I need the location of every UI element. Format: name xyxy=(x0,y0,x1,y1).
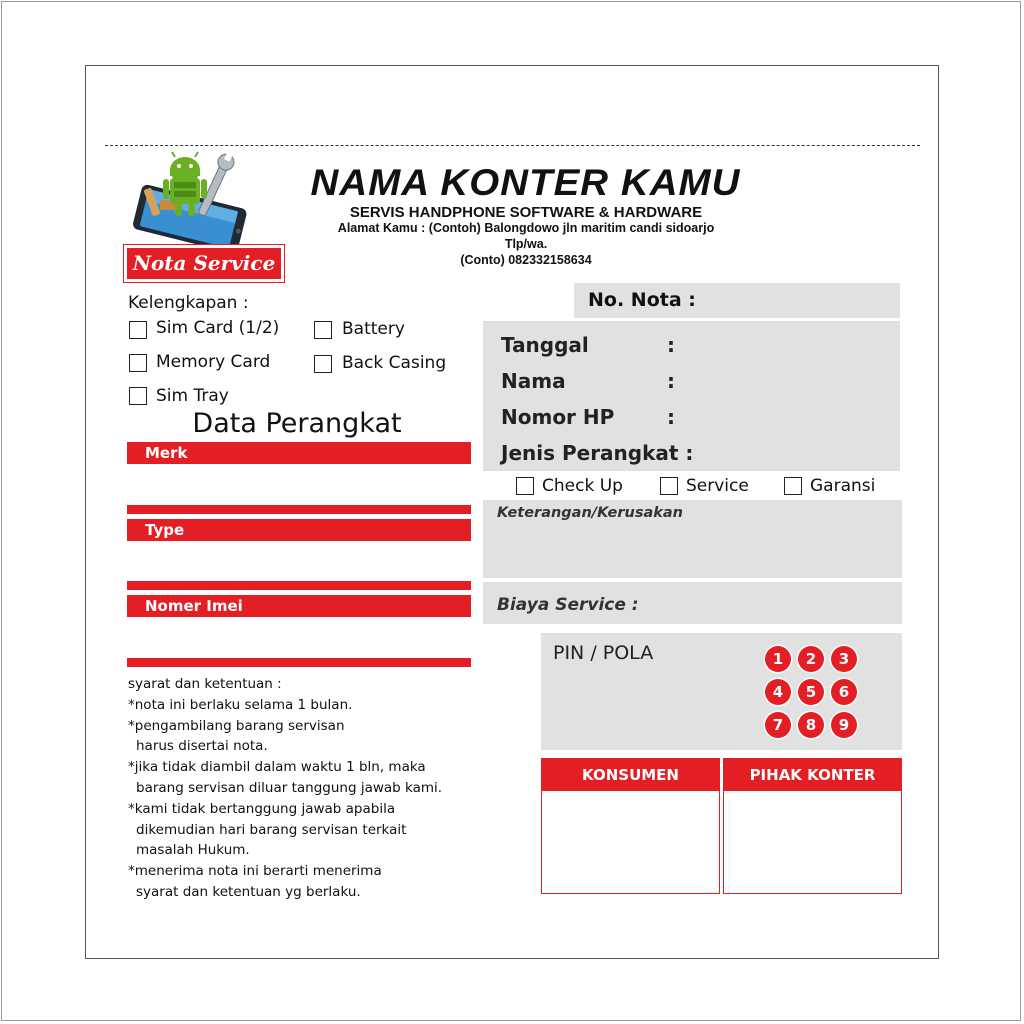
field-divider xyxy=(127,505,471,514)
checkbox-check-up[interactable] xyxy=(516,477,534,495)
pin-dot[interactable]: 7 xyxy=(765,712,791,738)
pin-dot[interactable]: 2 xyxy=(798,646,824,672)
shop-name: NAMA KONTER KAMU xyxy=(310,162,741,203)
terms-line: *nota ini berlaku selama 1 bulan. xyxy=(128,696,353,713)
keterangan-label: Keterangan/Kerusakan xyxy=(497,505,684,521)
checkbox-service[interactable] xyxy=(660,477,678,495)
label-nama: Nama xyxy=(501,369,566,393)
label-garansi: Garansi xyxy=(810,476,876,496)
label-nomor-hp: Nomor HP xyxy=(501,405,615,429)
terms-line: dikemudian hari barang servisan terkait xyxy=(136,821,407,838)
terms-line: masalah Hukum. xyxy=(136,842,250,859)
customer-info-box xyxy=(483,321,900,471)
shop-phone: (Conto) 082332158634 xyxy=(460,253,592,267)
checkbox-sim-card[interactable] xyxy=(129,321,147,339)
terms-line: syarat dan ketentuan yg berlaku. xyxy=(136,883,361,900)
keterangan-box[interactable] xyxy=(483,500,902,578)
pin-dot[interactable]: 6 xyxy=(831,679,857,705)
data-perangkat-title: Data Perangkat xyxy=(192,408,402,439)
terms-line: barang servisan diluar tanggung jawab kami. xyxy=(136,779,443,796)
label-back-casing: Back Casing xyxy=(342,353,447,373)
terms-line: *kami tidak bertanggung jawab apabila xyxy=(128,800,396,817)
terms-line: *menerima nota ini berarti menerima xyxy=(128,863,382,880)
label-check-up: Check Up xyxy=(542,476,623,496)
shop-tlp-label: Tlp/wa. xyxy=(504,237,548,251)
terms-line: *jika tidak diambil dalam waktu 1 bln, maka xyxy=(128,759,426,776)
label-battery: Battery xyxy=(342,319,405,339)
pin-dot[interactable]: 3 xyxy=(831,646,857,672)
pin-dot[interactable]: 5 xyxy=(798,679,824,705)
colon: : xyxy=(667,369,675,393)
checkbox-garansi[interactable] xyxy=(784,477,802,495)
label-sim-card: Sim Card (1/2) xyxy=(156,318,280,338)
pin-dot[interactable]: 4 xyxy=(765,679,791,705)
pin-pola-box xyxy=(541,633,902,750)
label-jenis-perangkat: Jenis Perangkat : xyxy=(501,441,694,465)
label-sim-tray: Sim Tray xyxy=(156,386,229,406)
phone-repair-logo-icon xyxy=(130,148,252,250)
signature-pihak-konter-label: PIHAK KONTER xyxy=(724,759,901,791)
signature-pihak-konter[interactable] xyxy=(723,758,902,894)
pin-dot[interactable]: 8 xyxy=(798,712,824,738)
terms-conditions xyxy=(128,674,478,903)
nota-service-badge: Nota Service xyxy=(124,245,284,282)
checkbox-back-casing[interactable] xyxy=(314,355,332,373)
field-header-type xyxy=(127,519,471,541)
signature-konsumen-label: KONSUMEN xyxy=(542,759,719,791)
signature-konsumen[interactable] xyxy=(541,758,720,894)
field-divider xyxy=(127,658,471,667)
field-divider xyxy=(127,581,471,590)
checkbox-sim-tray[interactable] xyxy=(129,387,147,405)
cut-line xyxy=(105,145,920,146)
terms-line: syarat dan ketentuan : xyxy=(128,676,282,692)
field-label-type: Type xyxy=(145,521,185,539)
field-header-merk xyxy=(127,442,471,464)
label-service: Service xyxy=(686,476,749,496)
nota-number-label: No. Nota : xyxy=(588,289,696,311)
kelengkapan-title: Kelengkapan : xyxy=(128,293,249,313)
pin-dot[interactable]: 9 xyxy=(831,712,857,738)
biaya-service-box[interactable] xyxy=(483,582,902,624)
shop-address: Alamat Kamu : (Contoh) Balongdowo jln maritim candi sidoarjo xyxy=(337,221,715,235)
nota-number-box[interactable] xyxy=(574,283,900,318)
field-label-merk: Merk xyxy=(145,444,188,462)
terms-line: harus disertai nota. xyxy=(136,738,268,755)
colon: : xyxy=(667,333,675,357)
pin-pola-label: PIN / POLA xyxy=(553,642,654,664)
checkbox-memory-card[interactable] xyxy=(129,354,147,372)
label-memory-card: Memory Card xyxy=(156,352,271,372)
terms-line: *pengambilang barang servisan xyxy=(128,717,345,734)
colon: : xyxy=(667,405,675,429)
biaya-service-label: Biaya Service : xyxy=(497,595,639,615)
field-label-imei: Nomer Imei xyxy=(145,597,243,615)
label-tanggal: Tanggal xyxy=(501,333,589,357)
pin-dot[interactable]: 1 xyxy=(765,646,791,672)
checkbox-battery[interactable] xyxy=(314,321,332,339)
field-header-imei xyxy=(127,595,471,617)
shop-subtitle: SERVIS HANDPHONE SOFTWARE & HARDWARE xyxy=(349,204,703,221)
